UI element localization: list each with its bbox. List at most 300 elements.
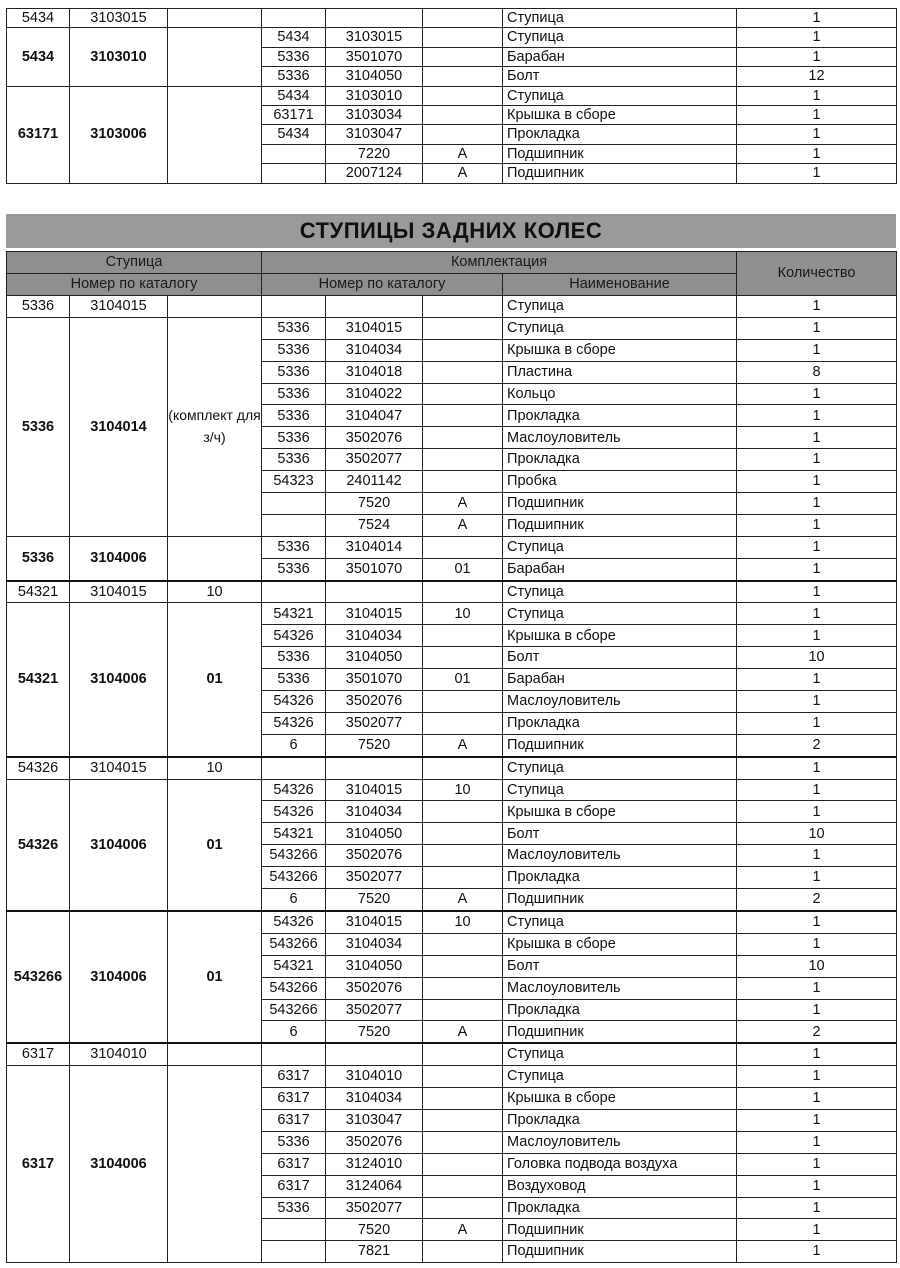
- group-suffix-cell: [168, 86, 262, 183]
- part-name-cell: Подшипник: [503, 1241, 737, 1263]
- kit-catalog-cell: 3104034: [326, 801, 423, 823]
- part-name-cell: Подшипник: [503, 1219, 737, 1241]
- group-model-cell: 6317: [7, 1066, 70, 1263]
- quantity-cell: 1: [737, 1175, 897, 1197]
- kit-catalog-cell: [326, 296, 423, 318]
- part-name-cell: Маслоуловитель: [503, 427, 737, 449]
- part-name-cell: Болт: [503, 67, 737, 86]
- part-name-cell: Крышка в сборе: [503, 1088, 737, 1110]
- quantity-cell: 10: [737, 647, 897, 669]
- kit-catalog-cell: 3124064: [326, 1175, 423, 1197]
- kit-suffix-cell: [423, 536, 503, 558]
- kit-catalog-cell: 7520: [326, 1219, 423, 1241]
- kit-catalog-cell: 3104015: [326, 779, 423, 801]
- part-name-cell: Прокладка: [503, 1109, 737, 1131]
- kit-suffix-cell: А: [423, 144, 503, 163]
- group-suffix-cell: (комплект для з/ч): [168, 317, 262, 536]
- table-row: [7, 28, 897, 47]
- quantity-cell: 10: [737, 823, 897, 845]
- hub-catalog-cell: 3104015: [70, 757, 168, 779]
- top-parts-table: [6, 8, 897, 184]
- hub-suffix-cell: 10: [168, 581, 262, 603]
- kit-suffix-cell: [423, 105, 503, 124]
- part-name-cell: Подшипник: [503, 889, 737, 911]
- kit-model-cell: 5434: [262, 86, 326, 105]
- part-name-cell: Подшипник: [503, 164, 737, 183]
- part-name-cell: Ступица: [503, 1043, 737, 1065]
- quantity-cell: 1: [737, 669, 897, 691]
- part-name-cell: Ступица: [503, 9, 737, 28]
- kit-model-cell: 5336: [262, 558, 326, 580]
- table-row: [7, 296, 897, 318]
- kit-suffix-cell: [423, 471, 503, 493]
- catalog-number-header: Номер по каталогу: [7, 274, 262, 296]
- kit-model-cell: 5336: [262, 317, 326, 339]
- kit-suffix-cell: [423, 757, 503, 779]
- quantity-cell: 1: [737, 28, 897, 47]
- group-catalog-cell: 3104006: [70, 779, 168, 911]
- quantity-cell: 1: [737, 536, 897, 558]
- part-name-cell: Ступица: [503, 911, 737, 933]
- kit-catalog-cell: 7520: [326, 889, 423, 911]
- quantity-cell: 1: [737, 581, 897, 603]
- quantity-cell: 1: [737, 514, 897, 536]
- kit-model-cell: 5336: [262, 449, 326, 471]
- part-name-cell: Ступица: [503, 536, 737, 558]
- group-model-cell: 5336: [7, 317, 70, 536]
- kit-suffix-cell: [423, 1175, 503, 1197]
- part-name-cell: Подшипник: [503, 144, 737, 163]
- kit-suffix-cell: А: [423, 514, 503, 536]
- quantity-cell: 2: [737, 889, 897, 911]
- quantity-cell: 1: [737, 471, 897, 493]
- kit-model-cell: 543266: [262, 845, 326, 867]
- part-name-cell: Болт: [503, 823, 737, 845]
- kit-model-cell: 5336: [262, 647, 326, 669]
- quantity-cell: 8: [737, 361, 897, 383]
- part-name-cell: Болт: [503, 955, 737, 977]
- quantity-cell: 1: [737, 712, 897, 734]
- kit-suffix-cell: [423, 647, 503, 669]
- part-name-cell: Кольцо: [503, 383, 737, 405]
- kit-catalog-cell: 3502076: [326, 427, 423, 449]
- kit-suffix-cell: [423, 712, 503, 734]
- kit-catalog-cell: 7520: [326, 1021, 423, 1043]
- rear-wheel-hubs-table: [6, 251, 897, 1263]
- hub-header: Ступица: [7, 252, 262, 274]
- part-name-cell: Ступица: [503, 28, 737, 47]
- part-name-cell: Подшипник: [503, 493, 737, 515]
- kit-model-cell: 54326: [262, 712, 326, 734]
- part-name-cell: Ступица: [503, 1066, 737, 1088]
- quantity-cell: 1: [737, 1219, 897, 1241]
- kit-catalog-cell: 3502076: [326, 1131, 423, 1153]
- quantity-cell: 1: [737, 144, 897, 163]
- kit-model-cell: 54321: [262, 823, 326, 845]
- kit-suffix-cell: [423, 339, 503, 361]
- kit-suffix-cell: 01: [423, 558, 503, 580]
- quantity-cell: 1: [737, 999, 897, 1021]
- kit-suffix-cell: [423, 823, 503, 845]
- group-suffix-cell: 01: [168, 911, 262, 1043]
- quantity-cell: 12: [737, 67, 897, 86]
- kit-model-cell: 54321: [262, 955, 326, 977]
- kit-suffix-cell: [423, 86, 503, 105]
- kit-suffix-cell: [423, 296, 503, 318]
- part-name-cell: Крышка в сборе: [503, 933, 737, 955]
- kit-model-cell: [262, 144, 326, 163]
- kit-catalog-cell: 3104050: [326, 955, 423, 977]
- part-name-cell: Крышка в сборе: [503, 339, 737, 361]
- kit-model-cell: 54326: [262, 691, 326, 713]
- quantity-cell: 1: [737, 1241, 897, 1263]
- part-name-cell: Маслоуловитель: [503, 1131, 737, 1153]
- quantity-cell: 1: [737, 845, 897, 867]
- kit-model-cell: [262, 757, 326, 779]
- group-model-cell: 5434: [7, 28, 70, 86]
- kit-suffix-cell: [423, 383, 503, 405]
- kit-catalog-cell: 3104014: [326, 536, 423, 558]
- kit-catalog-cell: 3124010: [326, 1153, 423, 1175]
- quantity-cell: 1: [737, 493, 897, 515]
- kit-catalog-cell: 3104015: [326, 911, 423, 933]
- kit-suffix-cell: [423, 125, 503, 144]
- kit-suffix-cell: [423, 625, 503, 647]
- kit-suffix-cell: [423, 1043, 503, 1065]
- kit-suffix-cell: [423, 28, 503, 47]
- part-name-cell: Барабан: [503, 47, 737, 66]
- kit-model-cell: 5336: [262, 67, 326, 86]
- kit-suffix-cell: [423, 67, 503, 86]
- kit-suffix-cell: [423, 9, 503, 28]
- table-row: [7, 757, 897, 779]
- quantity-cell: 1: [737, 977, 897, 999]
- kit-model-cell: 543266: [262, 867, 326, 889]
- group-model-cell: 54326: [7, 779, 70, 911]
- quantity-cell: 1: [737, 296, 897, 318]
- kit-catalog-cell: 3502077: [326, 712, 423, 734]
- part-name-cell: Ступица: [503, 779, 737, 801]
- part-name-cell: Воздуховод: [503, 1175, 737, 1197]
- part-name-cell: Ступица: [503, 581, 737, 603]
- quantity-cell: 1: [737, 691, 897, 713]
- kit-catalog-cell: 3104034: [326, 339, 423, 361]
- group-catalog-cell: 3104006: [70, 536, 168, 580]
- quantity-cell: 1: [737, 9, 897, 28]
- part-name-cell: Подшипник: [503, 514, 737, 536]
- kit-model-cell: [262, 581, 326, 603]
- kit-model-cell: 54326: [262, 625, 326, 647]
- kit-catalog-cell: 3104022: [326, 383, 423, 405]
- kit-suffix-cell: [423, 1153, 503, 1175]
- quantity-cell: 1: [737, 449, 897, 471]
- quantity-cell: 1: [737, 558, 897, 580]
- kit-model-cell: 5434: [262, 28, 326, 47]
- kit-model-cell: 5336: [262, 405, 326, 427]
- part-name-cell: Маслоуловитель: [503, 977, 737, 999]
- part-name-cell: Ступица: [503, 603, 737, 625]
- quantity-cell: 1: [737, 1043, 897, 1065]
- kit-catalog-cell: 3104034: [326, 625, 423, 647]
- kit-suffix-cell: [423, 405, 503, 427]
- hub-catalog-cell: 3104010: [70, 1043, 168, 1065]
- kit-model-cell: 6: [262, 889, 326, 911]
- group-catalog-cell: 3104014: [70, 317, 168, 536]
- quantity-cell: 1: [737, 1088, 897, 1110]
- kit-model-cell: 5336: [262, 427, 326, 449]
- kit-model-cell: 5336: [262, 1131, 326, 1153]
- quantity-cell: 2: [737, 1021, 897, 1043]
- kit-catalog-cell: 3104034: [326, 933, 423, 955]
- table-row: [7, 911, 897, 933]
- kit-catalog-cell: 3502077: [326, 1197, 423, 1219]
- kit-catalog-cell: 3501070: [326, 47, 423, 66]
- quantity-cell: 1: [737, 603, 897, 625]
- kit-suffix-cell: А: [423, 1219, 503, 1241]
- table-row: [7, 536, 897, 558]
- kit-catalog-number-header: Номер по каталогу: [262, 274, 503, 296]
- quantity-cell: 10: [737, 955, 897, 977]
- kit-catalog-cell: 3502077: [326, 867, 423, 889]
- hub-suffix-cell: [168, 9, 262, 28]
- kit-catalog-cell: 7524: [326, 514, 423, 536]
- quantity-cell: 1: [737, 1153, 897, 1175]
- kit-model-cell: 543266: [262, 977, 326, 999]
- kit-suffix-cell: [423, 427, 503, 449]
- kit-model-cell: 6317: [262, 1175, 326, 1197]
- table-row: [7, 603, 897, 625]
- table-row: [7, 86, 897, 105]
- kit-catalog-cell: 3502076: [326, 845, 423, 867]
- name-header: Наименование: [503, 274, 737, 296]
- kit-catalog-cell: 3104010: [326, 1066, 423, 1088]
- table-row: [7, 9, 897, 28]
- kit-model-cell: 63171: [262, 105, 326, 124]
- hub-suffix-cell: [168, 296, 262, 318]
- kit-model-cell: 6317: [262, 1153, 326, 1175]
- quantity-cell: 1: [737, 164, 897, 183]
- qty-header: Количество: [737, 252, 897, 296]
- part-name-cell: Прокладка: [503, 712, 737, 734]
- group-model-cell: 63171: [7, 86, 70, 183]
- kit-header: Комплектация: [262, 252, 737, 274]
- part-name-cell: Подшипник: [503, 734, 737, 756]
- quantity-cell: 1: [737, 105, 897, 124]
- kit-suffix-cell: [423, 977, 503, 999]
- part-name-cell: Крышка в сборе: [503, 105, 737, 124]
- kit-model-cell: [262, 493, 326, 515]
- kit-catalog-cell: 3104047: [326, 405, 423, 427]
- table-row: [7, 1043, 897, 1065]
- kit-catalog-cell: 7520: [326, 734, 423, 756]
- kit-model-cell: 6317: [262, 1066, 326, 1088]
- kit-suffix-cell: [423, 317, 503, 339]
- hub-suffix-cell: 10: [168, 757, 262, 779]
- kit-model-cell: 6317: [262, 1088, 326, 1110]
- kit-suffix-cell: [423, 1131, 503, 1153]
- part-name-cell: Прокладка: [503, 125, 737, 144]
- group-model-cell: 54321: [7, 603, 70, 757]
- part-name-cell: Пластина: [503, 361, 737, 383]
- quantity-cell: 2: [737, 734, 897, 756]
- part-name-cell: Болт: [503, 647, 737, 669]
- kit-model-cell: 543266: [262, 999, 326, 1021]
- kit-catalog-cell: 3103010: [326, 86, 423, 105]
- table-row: [7, 317, 897, 339]
- kit-model-cell: 5336: [262, 1197, 326, 1219]
- part-name-cell: Ступица: [503, 296, 737, 318]
- kit-suffix-cell: 10: [423, 779, 503, 801]
- hub-model-cell: 6317: [7, 1043, 70, 1065]
- kit-catalog-cell: 3502076: [326, 977, 423, 999]
- hub-catalog-cell: 3104015: [70, 296, 168, 318]
- kit-catalog-cell: [326, 1043, 423, 1065]
- kit-catalog-cell: 3104015: [326, 603, 423, 625]
- kit-model-cell: 6317: [262, 1109, 326, 1131]
- kit-model-cell: [262, 1241, 326, 1263]
- kit-model-cell: 54326: [262, 779, 326, 801]
- kit-catalog-cell: 7220: [326, 144, 423, 163]
- group-model-cell: 5336: [7, 536, 70, 580]
- part-name-cell: Маслоуловитель: [503, 845, 737, 867]
- part-name-cell: Ступица: [503, 86, 737, 105]
- kit-catalog-cell: 3501070: [326, 558, 423, 580]
- kit-model-cell: 54321: [262, 603, 326, 625]
- kit-suffix-cell: [423, 845, 503, 867]
- kit-model-cell: 5336: [262, 361, 326, 383]
- kit-model-cell: [262, 1043, 326, 1065]
- kit-catalog-cell: 3103047: [326, 1109, 423, 1131]
- kit-catalog-cell: 2401142: [326, 471, 423, 493]
- kit-model-cell: 54323: [262, 471, 326, 493]
- part-name-cell: Подшипник: [503, 1021, 737, 1043]
- kit-catalog-cell: 3104034: [326, 1088, 423, 1110]
- quantity-cell: 1: [737, 86, 897, 105]
- hub-model-cell: 54326: [7, 757, 70, 779]
- kit-catalog-cell: 7520: [326, 493, 423, 515]
- kit-suffix-cell: 10: [423, 603, 503, 625]
- kit-catalog-cell: 3501070: [326, 669, 423, 691]
- group-suffix-cell: [168, 1066, 262, 1263]
- kit-suffix-cell: [423, 867, 503, 889]
- kit-suffix-cell: [423, 1241, 503, 1263]
- hub-model-cell: 54321: [7, 581, 70, 603]
- part-name-cell: Прокладка: [503, 405, 737, 427]
- group-suffix-cell: [168, 28, 262, 86]
- kit-model-cell: 6: [262, 1021, 326, 1043]
- quantity-cell: 1: [737, 867, 897, 889]
- kit-suffix-cell: А: [423, 889, 503, 911]
- table-row: [7, 779, 897, 801]
- kit-model-cell: [262, 9, 326, 28]
- kit-catalog-cell: 3104050: [326, 67, 423, 86]
- part-name-cell: Прокладка: [503, 449, 737, 471]
- group-catalog-cell: 3104006: [70, 603, 168, 757]
- kit-catalog-cell: [326, 757, 423, 779]
- kit-catalog-cell: 3103047: [326, 125, 423, 144]
- kit-suffix-cell: [423, 1109, 503, 1131]
- quantity-cell: 1: [737, 405, 897, 427]
- part-name-cell: Пробка: [503, 471, 737, 493]
- kit-model-cell: 5336: [262, 339, 326, 361]
- kit-suffix-cell: [423, 801, 503, 823]
- kit-suffix-cell: 10: [423, 911, 503, 933]
- kit-model-cell: 5434: [262, 125, 326, 144]
- kit-catalog-cell: [326, 581, 423, 603]
- kit-suffix-cell: А: [423, 734, 503, 756]
- group-catalog-cell: 3104006: [70, 1066, 168, 1263]
- quantity-cell: 1: [737, 317, 897, 339]
- hub-catalog-cell: 3103015: [70, 9, 168, 28]
- part-name-cell: Прокладка: [503, 867, 737, 889]
- quantity-cell: 1: [737, 427, 897, 449]
- table-row: [7, 581, 897, 603]
- kit-catalog-cell: 3104015: [326, 317, 423, 339]
- part-name-cell: Прокладка: [503, 1197, 737, 1219]
- part-name-cell: Ступица: [503, 317, 737, 339]
- kit-suffix-cell: [423, 955, 503, 977]
- table-row: [7, 1066, 897, 1088]
- quantity-cell: 1: [737, 339, 897, 361]
- kit-catalog-cell: 3104050: [326, 823, 423, 845]
- group-catalog-cell: 3103010: [70, 28, 168, 86]
- quantity-cell: 1: [737, 933, 897, 955]
- quantity-cell: 1: [737, 779, 897, 801]
- kit-suffix-cell: [423, 933, 503, 955]
- kit-model-cell: [262, 514, 326, 536]
- kit-catalog-cell: 3502077: [326, 449, 423, 471]
- quantity-cell: 1: [737, 1109, 897, 1131]
- part-name-cell: Ступица: [503, 757, 737, 779]
- kit-suffix-cell: [423, 47, 503, 66]
- group-suffix-cell: [168, 536, 262, 580]
- kit-catalog-cell: 3502076: [326, 691, 423, 713]
- kit-model-cell: 543266: [262, 933, 326, 955]
- quantity-cell: 1: [737, 1066, 897, 1088]
- section-title: СТУПИЦЫ ЗАДНИХ КОЛЕС: [6, 214, 896, 248]
- quantity-cell: 1: [737, 125, 897, 144]
- kit-catalog-cell: 3104018: [326, 361, 423, 383]
- group-suffix-cell: 01: [168, 603, 262, 757]
- hub-suffix-cell: [168, 1043, 262, 1065]
- part-name-cell: Крышка в сборе: [503, 625, 737, 647]
- kit-model-cell: 5336: [262, 383, 326, 405]
- kit-model-cell: [262, 1219, 326, 1241]
- part-name-cell: Барабан: [503, 558, 737, 580]
- quantity-cell: 1: [737, 911, 897, 933]
- group-catalog-cell: 3104006: [70, 911, 168, 1043]
- quantity-cell: 1: [737, 1131, 897, 1153]
- kit-catalog-cell: 3104050: [326, 647, 423, 669]
- kit-model-cell: [262, 296, 326, 318]
- kit-catalog-cell: 7821: [326, 1241, 423, 1263]
- kit-model-cell: 54326: [262, 911, 326, 933]
- part-name-cell: Крышка в сборе: [503, 801, 737, 823]
- part-name-cell: Маслоуловитель: [503, 691, 737, 713]
- quantity-cell: 1: [737, 383, 897, 405]
- kit-catalog-cell: 2007124: [326, 164, 423, 183]
- hub-model-cell: 5336: [7, 296, 70, 318]
- quantity-cell: 1: [737, 625, 897, 647]
- kit-model-cell: [262, 164, 326, 183]
- part-name-cell: Прокладка: [503, 999, 737, 1021]
- kit-catalog-cell: 3103034: [326, 105, 423, 124]
- kit-model-cell: 54326: [262, 801, 326, 823]
- group-model-cell: 543266: [7, 911, 70, 1043]
- kit-suffix-cell: 01: [423, 669, 503, 691]
- kit-suffix-cell: [423, 691, 503, 713]
- kit-catalog-cell: 3103015: [326, 28, 423, 47]
